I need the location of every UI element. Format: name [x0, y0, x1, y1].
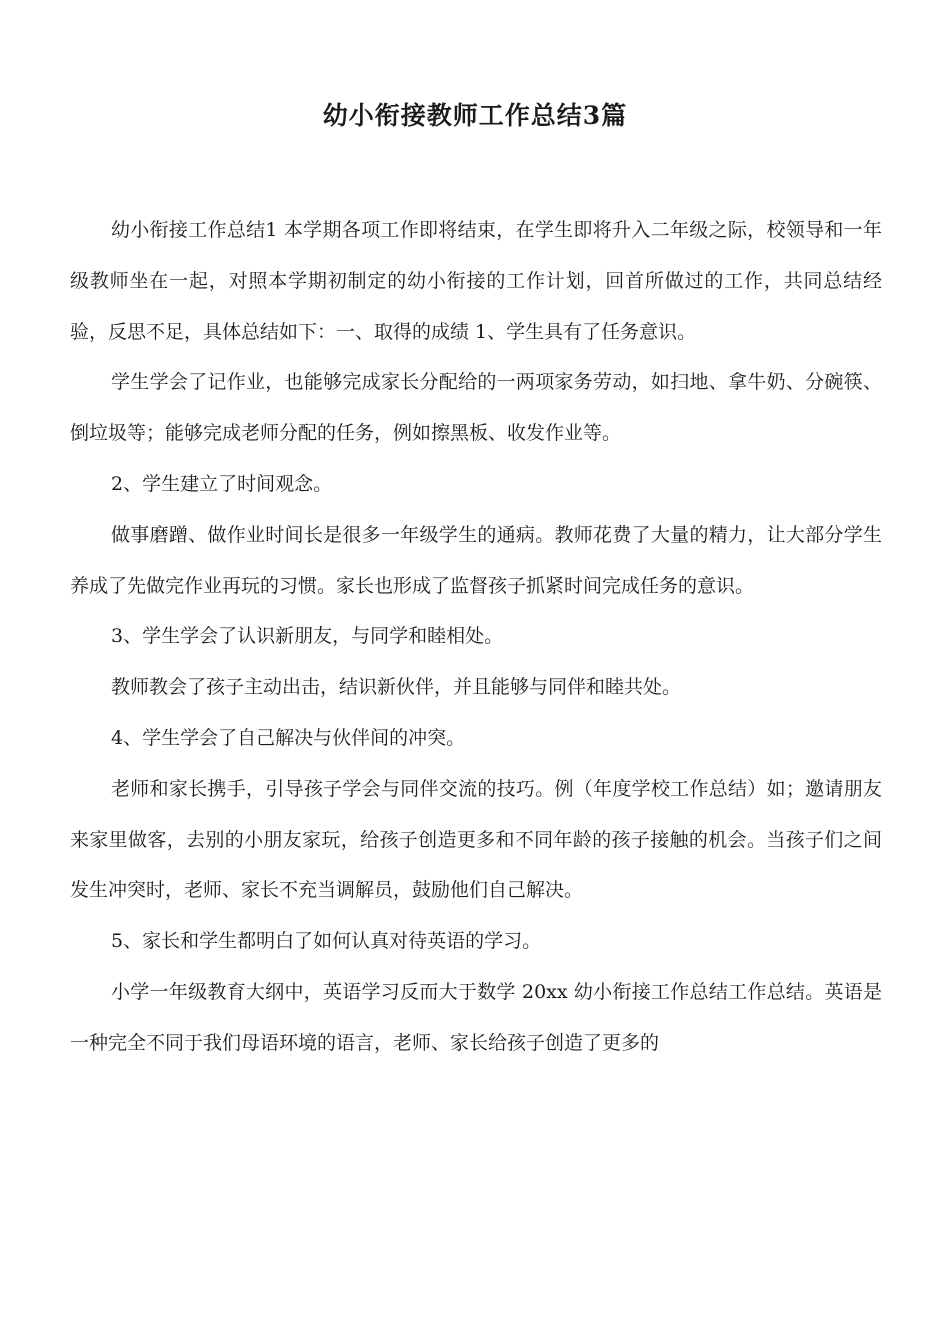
paragraph-2: 学生学会了记作业，也能够完成家长分配给的一两项家务劳动，如扫地、拿牛奶、分碗筷、倒垃圾等；能够完成老师分配的任务，例如擦黑板、收发作业等。 — [70, 371, 882, 445]
paragraph-4: 做事磨蹭、做作业时间长是很多一年级学生的通病。教师花费了大量的精力，让大部分学生养成了先做完作业再玩的习惯。家长也形成了监督孩子抓紧时间完成任务的意识。 — [70, 523, 882, 597]
paragraph-9: 5、家长和学生都明白了如何认真对待英语的学习。 — [111, 930, 542, 953]
paragraph-8: 老师和家长携手，引导孩子学会与同伴交流的技巧。例（年度学校工作总结）如；邀请朋友来家里做客，去别的小朋友家玩，给孩子创造更多和不同年龄的孩子接触的机会。当孩子们之间发生冲突时，老师、家长不充当调解员，鼓励他们自己解决。 — [70, 777, 882, 902]
paragraph-5: 3、学生学会了认识新朋友，与同学和睦相处。 — [111, 625, 504, 648]
document-body — [70, 205, 882, 1069]
paragraph-10: 小学一年级教育大纲中，英语学习反而大于数学 20xx 幼小衔接工作总结工作总结。英语是一种完全不同于我们母语环境的语言，老师、家长给孩子创造了更多的 — [70, 980, 882, 1054]
paragraph-7: 4、学生学会了自己解决与伙伴间的冲突。 — [111, 726, 466, 749]
document-title: 幼小衔接教师工作总结3篇 — [322, 101, 628, 130]
paragraph-3: 2、学生建立了时间观念。 — [111, 472, 333, 495]
paragraph-1: 幼小衔接工作总结1 本学期各项工作即将结束，在学生即将升入二年级之际，校领导和一年级教师坐在一起，对照本学期初制定的幼小衔接的工作计划，回首所做过的工作，共同总结经验，反思不足，具体总结如下：一、取得的成绩 1、学生具有了任务意识。 — [70, 219, 882, 343]
paragraph-6: 教师教会了孩子主动出击，结识新伙伴，并且能够与同伴和睦共处。 — [111, 676, 682, 699]
